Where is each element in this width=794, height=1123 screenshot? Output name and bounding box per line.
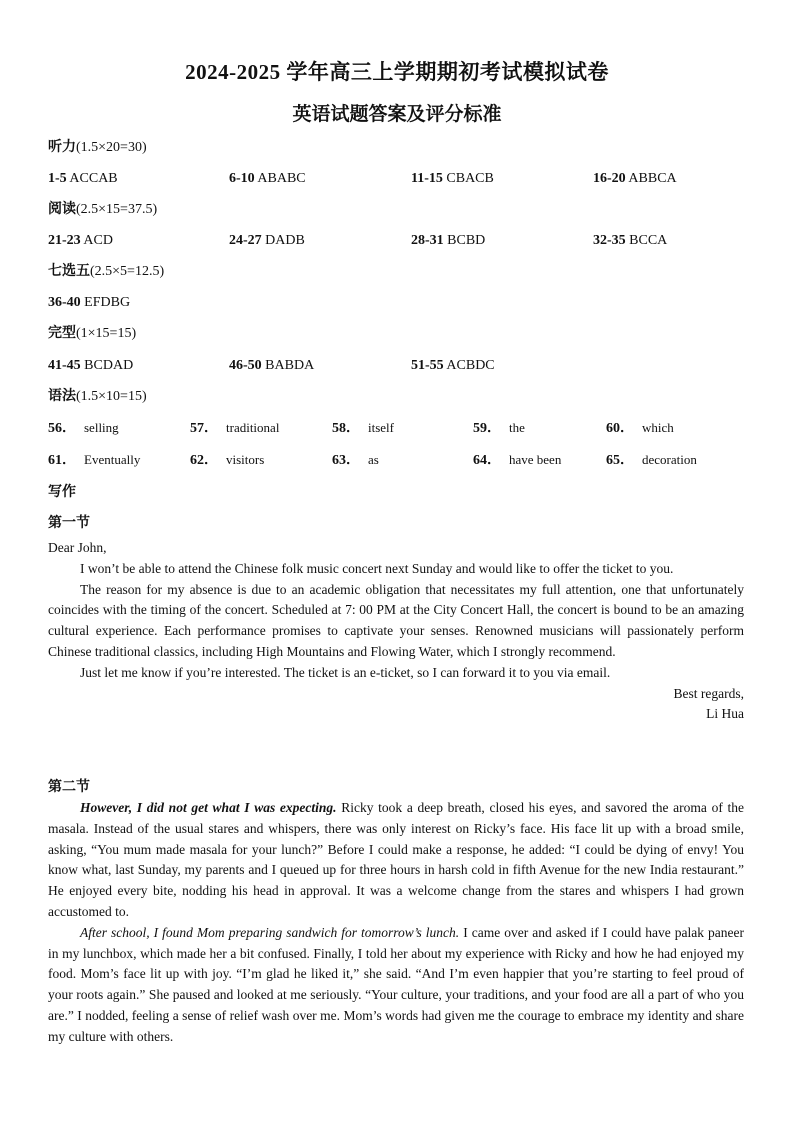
part1-heading: 第一节 bbox=[48, 516, 90, 531]
grammar-answer: 60． which bbox=[606, 420, 674, 436]
story-lead-sentence: After school, I found Mom preparing sandwich for tomorrow’s lunch. bbox=[80, 924, 460, 940]
story-paragraph: After school, I found Mom preparing sandwich for tomorrow’s lunch. I came over and asked if I could have palak paneer in my lunchbox, which made her a bit confused. Finally, I told her about my experience with Ricky and how he had enjoyed my food. Mom’s face lit up with joy. “I’m glad he liked it,” she said. “And I’m even happier that you’re starting to feel proud of your roots again.” She paused and looked at me seriously. “Your culture, your traditions, and your food are all a part of who you are.” I nodded, feeling a sense of relief wash over me. Mom’s words had given me the courage to embrace my identity and share my culture with others. bbox=[48, 924, 744, 1044]
part2-story bbox=[48, 798, 744, 1048]
grammar-answer: 58． itself bbox=[332, 420, 394, 436]
writing-heading: 写作 bbox=[48, 485, 76, 500]
grammar-answer: 62． visitors bbox=[190, 452, 265, 468]
seven-answers-row bbox=[48, 291, 748, 315]
answer-item: 11-15 CBACB bbox=[411, 171, 494, 186]
listening-label: 听力 bbox=[48, 140, 76, 155]
grammar-answers-row-1 bbox=[48, 416, 748, 440]
grammar-label: 语法 bbox=[48, 389, 76, 404]
answer-item: 21-23 ACD bbox=[48, 233, 113, 248]
answer-item: 41-45 BCDAD bbox=[48, 358, 134, 373]
answer-item: 51-55 ACBDC bbox=[411, 358, 495, 373]
grammar-answer: 61． Eventually bbox=[48, 452, 141, 468]
grammar-answer: 65． decoration bbox=[606, 452, 697, 468]
letter-paragraph: I won’t be able to attend the Chinese folk music concert next Sunday and would like to offer the ticket to you. bbox=[80, 560, 674, 576]
cloze-score: (1×15=15) bbox=[76, 326, 137, 341]
grammar-answer: 59． the bbox=[473, 420, 525, 436]
letter-greeting: Dear John, bbox=[48, 540, 107, 555]
reading-label: 阅读 bbox=[48, 202, 76, 217]
answer-item: 36-40 EFDBG bbox=[48, 295, 131, 310]
grammar-answer: 57． traditional bbox=[190, 420, 280, 436]
seven-header bbox=[48, 260, 748, 284]
letter-paragraph: The reason for my absence is due to an academic obligation that necessitates my full attention, one that unfortunately coincides with the timing of the concert. Scheduled at 7: 00 PM at the City Concert Hall, the concert is bound to be an amazing cultural experience. Each performance promises to captivate your senses. Renowned musicians will passionately perform Chinese traditional classics, including High Mountains and Flowing Water, which I strongly recommend. bbox=[48, 581, 744, 659]
grammar-answers-row-2 bbox=[48, 448, 748, 472]
listening-answers-row bbox=[48, 167, 748, 191]
part2-heading: 第二节 bbox=[48, 780, 90, 795]
part1-letter bbox=[48, 538, 744, 725]
page-subtitle: 英语试题答案及评分标准 bbox=[292, 104, 502, 125]
answer-item: 1-5 ACCAB bbox=[48, 171, 118, 186]
listening-score: (1.5×20=30) bbox=[76, 140, 147, 155]
seven-label: 七选五 bbox=[48, 264, 90, 279]
listening-header bbox=[48, 136, 748, 160]
reading-answers-row bbox=[48, 229, 748, 253]
answer-item: 6-10 ABABC bbox=[229, 171, 306, 186]
cloze-answers-row bbox=[48, 354, 748, 378]
cloze-header bbox=[48, 322, 748, 346]
reading-header bbox=[48, 198, 748, 222]
grammar-answer: 56． selling bbox=[48, 420, 119, 436]
letter-signature: Li Hua bbox=[706, 706, 744, 722]
page-title: 2024-2025 学年高三上学期期初考试模拟试卷 bbox=[185, 60, 609, 84]
answer-item: 16-20 ABBCA bbox=[593, 171, 677, 186]
letter-paragraph: Just let me know if you’re interested. The ticket is an e-ticket, so I can forward it to you via email. bbox=[80, 664, 611, 680]
cloze-label: 完型 bbox=[48, 326, 76, 341]
story-lead-sentence: However, I did not get what I was expecting. bbox=[80, 800, 337, 815]
letter-closing: Best regards, bbox=[673, 685, 744, 701]
grammar-answer: 63． as bbox=[332, 452, 379, 468]
grammar-score: (1.5×10=15) bbox=[76, 389, 147, 404]
answer-item: 46-50 BABDA bbox=[229, 358, 315, 373]
grammar-header bbox=[48, 385, 748, 409]
grammar-answer: 64． have been bbox=[473, 452, 562, 468]
story-paragraph: However, I did not get what I was expecting. Ricky took a deep breath, closed his eyes, and savored the aroma of the masala. Instead of the usual stares and whispers, there was only interest on Ricky’s face. His face lit up with a broad smile, asking, “You mum made masala for your lunch?” Before I could make a response, he added: “I could be dying of envy! You know what, last Sunday, my parents and I queued up for three hours in harsh cold in fifth Avenue for the new India restaurant.” He enjoyed every bite, nodding his head in approval. It was a welcome change from the stares and whispers I had grown accustomed to. bbox=[48, 800, 745, 919]
answer-item: 24-27 DADB bbox=[229, 233, 305, 248]
answer-item: 32-35 BCCA bbox=[593, 233, 668, 248]
reading-score: (2.5×15=37.5) bbox=[76, 202, 158, 217]
seven-score: (2.5×5=12.5) bbox=[90, 264, 165, 279]
answer-item: 28-31 BCBD bbox=[411, 233, 486, 248]
